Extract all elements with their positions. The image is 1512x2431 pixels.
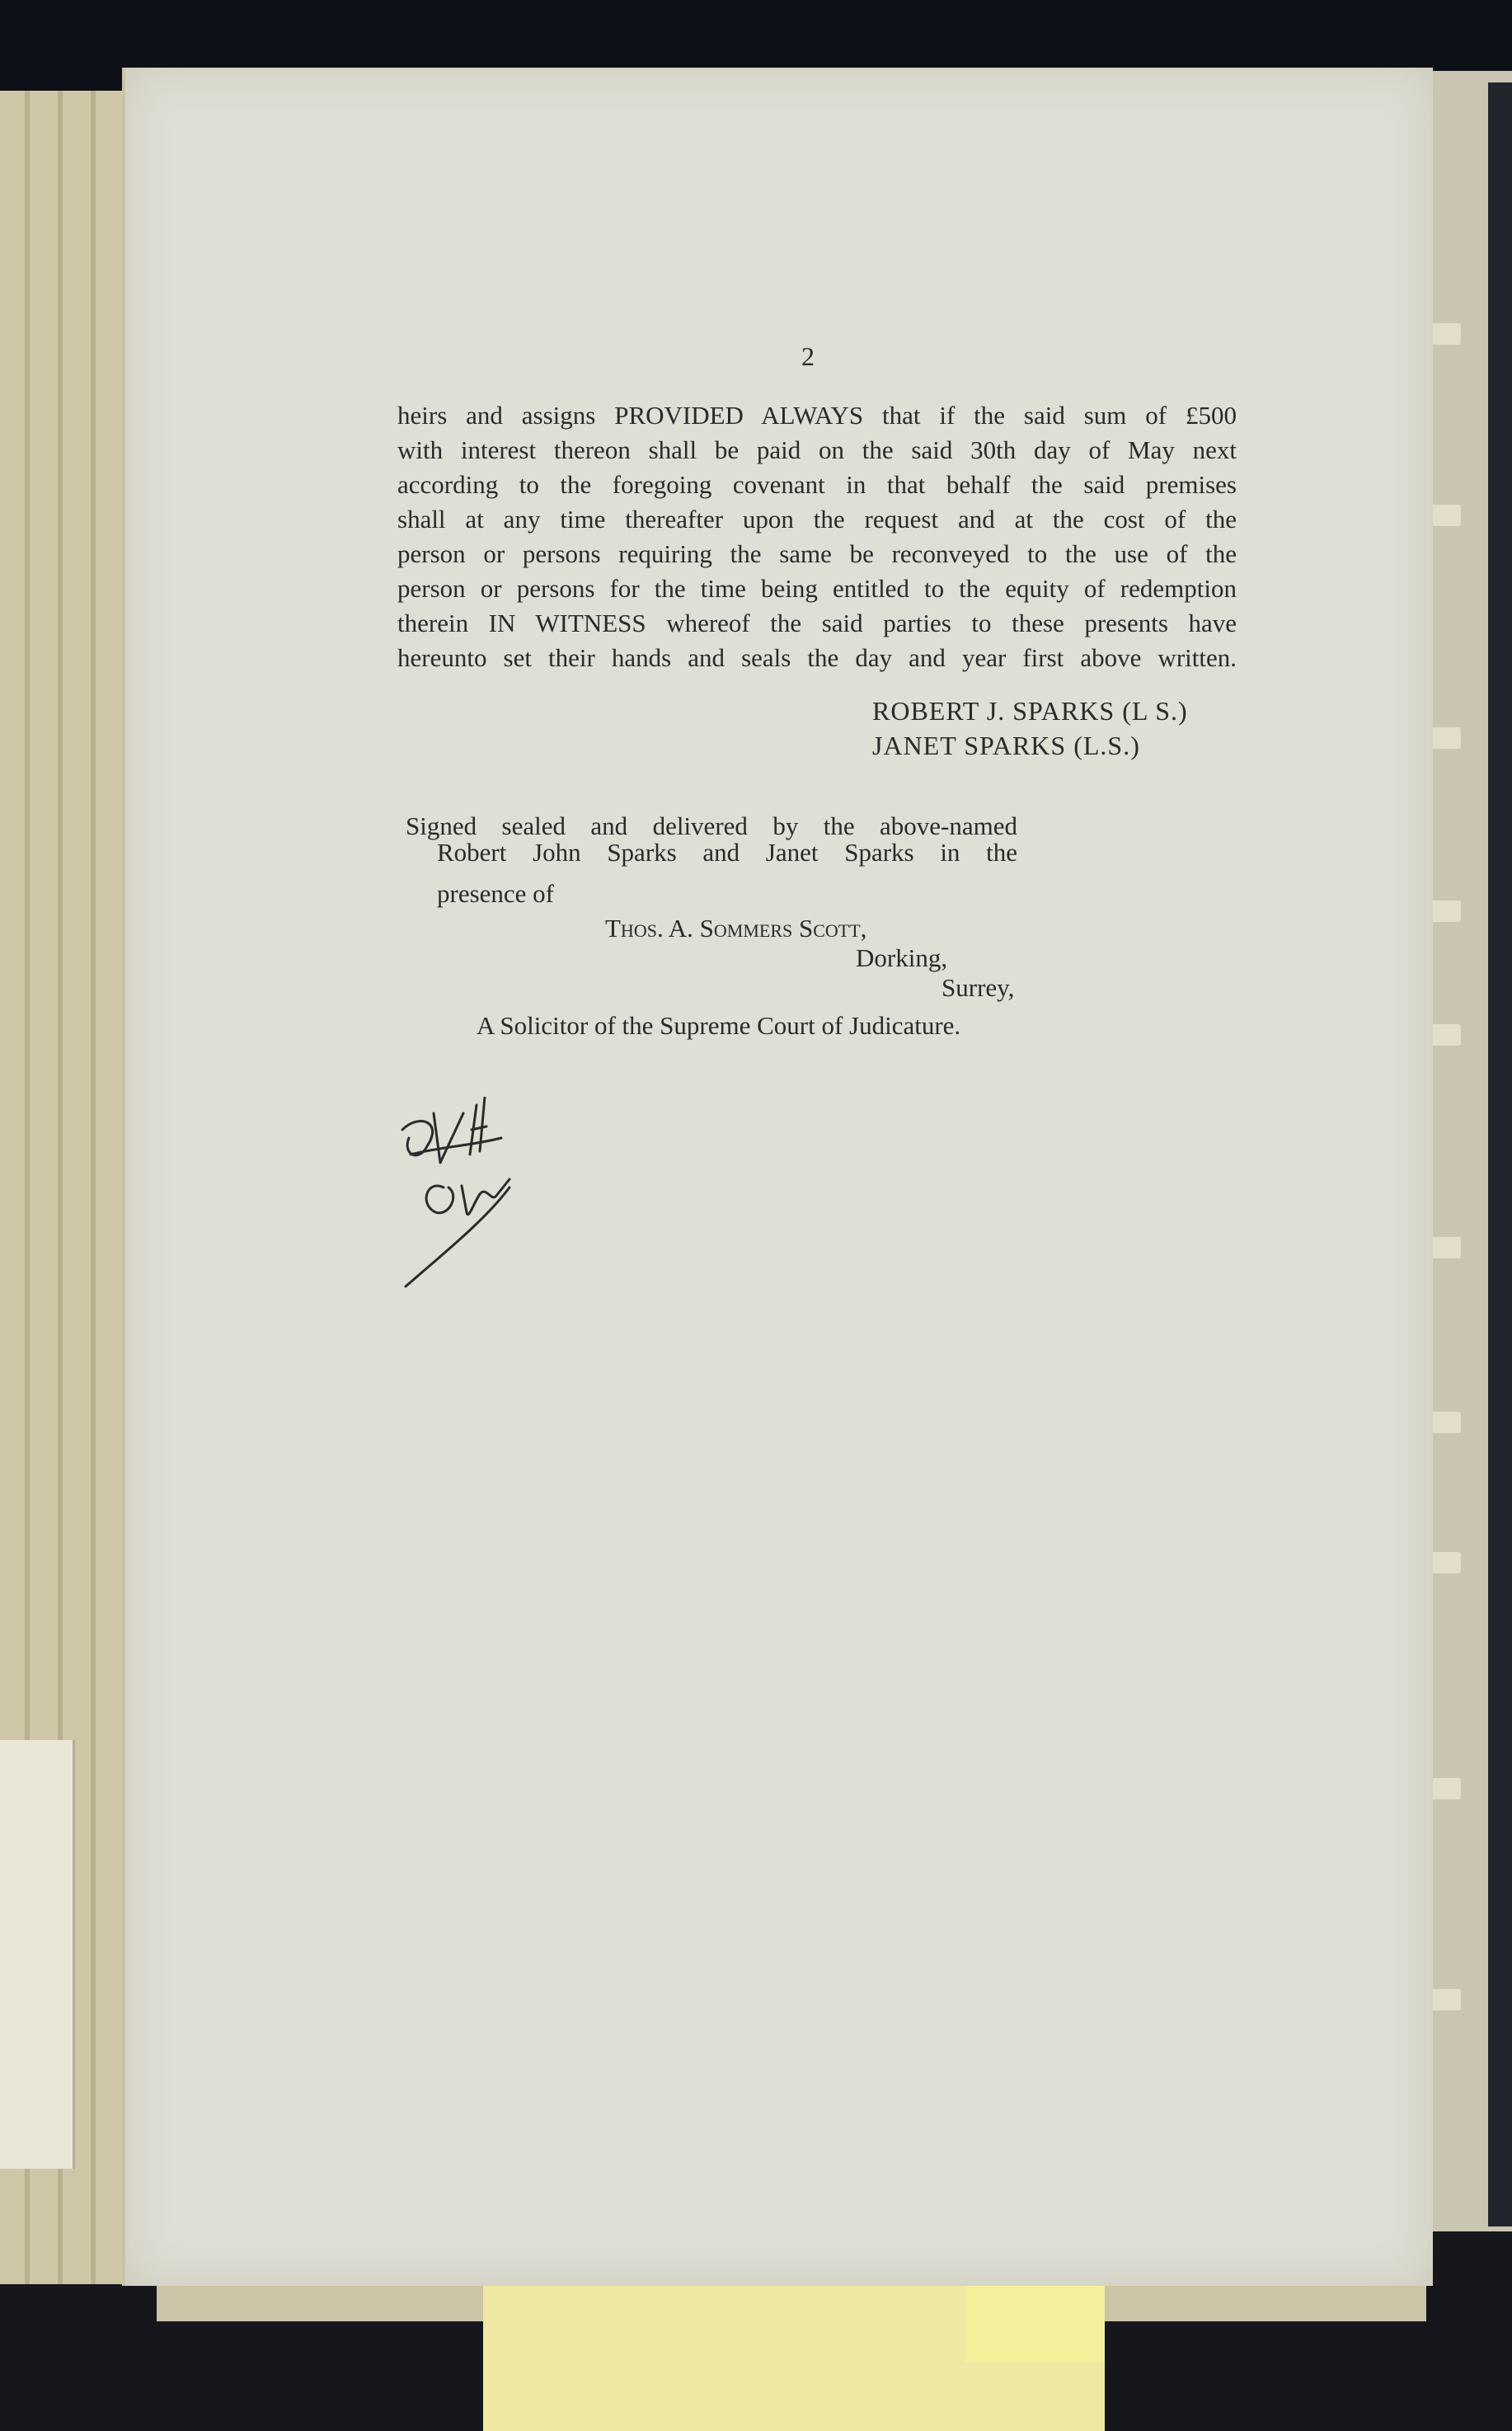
- witness-place: Dorking,: [856, 943, 948, 972]
- witness-name: Thos. A. Sommers Scott,: [605, 914, 867, 943]
- paragraph-line: person or persons for the time being entitled to the equity of redemption: [397, 574, 1237, 603]
- paragraph-line: person or persons requiring the same be reconveyed to the use of the: [397, 539, 1237, 568]
- handwritten-initials: [394, 1097, 559, 1303]
- attestation-line: presence of: [437, 879, 554, 908]
- page-edge: [91, 91, 96, 2284]
- witness-title: A Solicitor of the Supreme Court of Judicature.: [477, 1011, 961, 1040]
- paragraph-line: hereunto set their hands and seals the day and year first above written.: [397, 643, 1237, 672]
- attestation-line: Robert John Sparks and Janet Sparks in the: [437, 838, 1017, 867]
- paragraph-line: according to the foregoing covenant in that behalf the said premises: [397, 470, 1237, 499]
- witness-place: Surrey,: [941, 973, 1015, 1002]
- signature-line: ROBERT J. SPARKS (L S.): [872, 696, 1188, 726]
- paragraph-line: shall at any time thereafter upon the request and at the cost of the: [397, 505, 1237, 534]
- paragraph-line: therein IN WITNESS whereof the said parties to these presents have: [397, 609, 1237, 637]
- yellow-paper-slip: [965, 2280, 1105, 2363]
- book-binding-right: [1488, 82, 1512, 2226]
- paragraph-line: with interest thereon shall be paid on the said 30th day of May next: [397, 435, 1237, 464]
- signature-line: JANET SPARKS (L.S.): [872, 731, 1140, 760]
- attestation-line: Signed sealed and delivered by the above-named: [406, 811, 1017, 840]
- paragraph-line: heirs and assigns PROVIDED ALWAYS that if the said sum of £500: [397, 401, 1237, 430]
- page-number: 2: [801, 341, 815, 371]
- inserted-paper-strip: [0, 1740, 75, 2169]
